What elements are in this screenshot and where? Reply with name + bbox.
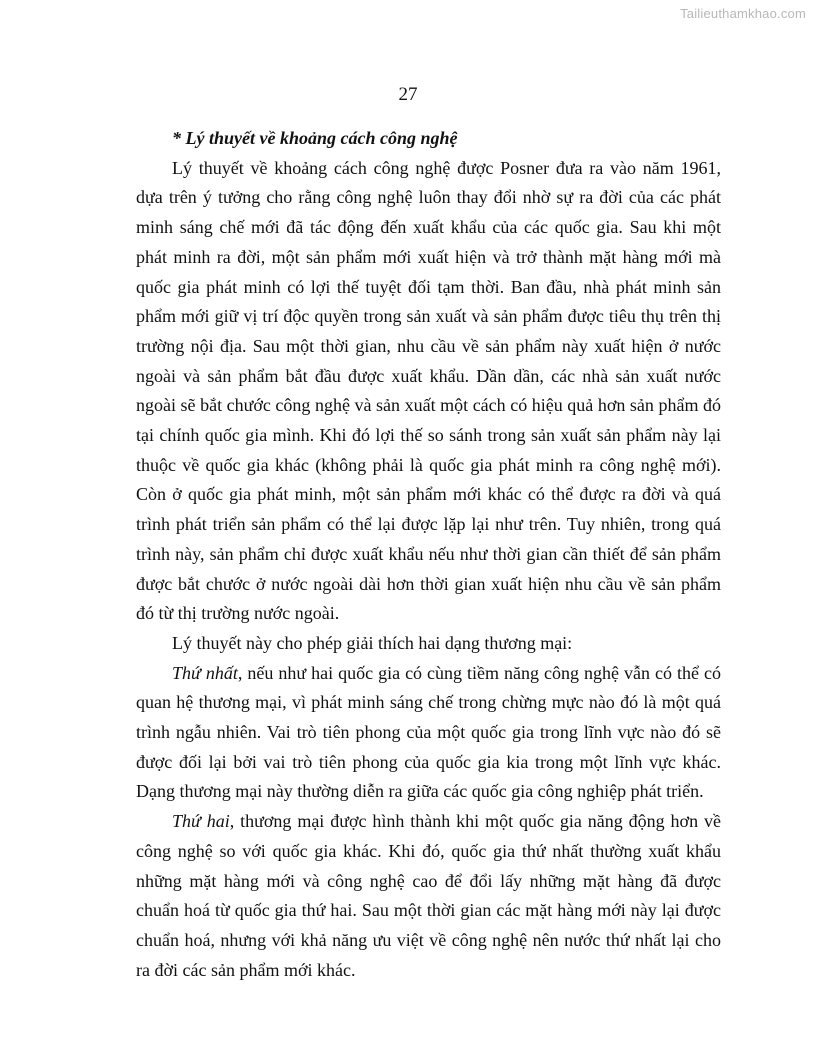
paragraph-posner-theory: Lý thuyết về khoảng cách công nghệ được Posner đưa ra vào năm 1961, dựa trên ý tưởng cho rằng công nghệ luôn thay đổi nhờ sự ra đời của các phát minh sáng chế mới đã tác động đến xuất khẩu của các quốc gia. Sau khi một phát minh ra đời, một sản phẩm mới xuất hiện và trở thành mặt hàng mới mà quốc gia phát minh có lợi thế tuyệt đối tạm thời. Ban đầu, nhà phát minh sản phẩm mới giữ vị trí độc quyền trong sản xuất và sản phẩm được tiêu thụ trên thị trường nội địa. Sau một thời gian, nhu cầu về sản phẩm này xuất hiện ở nước ngoài và sản phẩm bắt đầu được xuất khẩu. Dần dần, các nhà sản xuất nước ngoài sẽ bắt chước công nghệ và sản xuất một cách có hiệu quả hơn sản phẩm đó tại chính quốc gia mình. Khi đó lợi thế so sánh trong sản xuất sản phẩm này lại thuộc về quốc gia khác (không phải là quốc gia phát minh ra công nghệ mới). Còn ở quốc gia phát minh, một sản phẩm mới khác có thể được ra đời và quá trình phát triển sản phẩm có thể lại được lặp lại như trên. Tuy nhiên, trong quá trình này, sản phẩm chỉ được xuất khẩu nếu như thời gian cần thiết để sản phẩm được bắt chước ở nước ngoài dài hơn thời gian xuất hiện nhu cầu về sản phẩm đó từ thị trường nước ngoài. — [136, 157, 721, 624]
second-case-text: , thương mại được hình thành khi một quốc gia năng động hơn về công nghệ so với quốc gia khác. Khi đó, quốc gia thứ nhất thường xuất khẩu những mặt hàng mới và công nghệ cao để đổi lấy những mặt hàng đã được chuẩn hoá từ quốc gia thứ hai. Sau một thời gian các mặt hàng mới này lại được chuẩn hoá, nhưng với khả năng ưu việt về công nghệ nên nước thứ nhất lại cho ra đời các sản phẩm mới khác. — [136, 811, 721, 980]
first-case-text: , nếu như hai quốc gia có cùng tiềm năng công nghệ vẫn có thể có quan hệ thương mại, vì phát minh sáng chế trong chừng mực nào đó là một quá trình ngẫu nhiên. Vai trò tiên phong của một quốc gia trong lĩnh vực nào đó sẽ được đối lại bởi vai trò tiên phong của quốc gia kia trong một lĩnh vực khác. Dạng thương mại này thường diễn ra giữa các quốc gia công nghiệp phát triển. — [136, 662, 721, 802]
document-body — [136, 124, 721, 985]
paragraph-second-case — [136, 807, 721, 985]
paragraph-first-case — [136, 659, 721, 808]
paragraph-two-trade-types: Lý thuyết này cho phép giải thích hai dạng thương mại: — [172, 632, 573, 653]
second-case-lead: Thứ hai — [172, 811, 230, 832]
page-number: 27 — [398, 84, 418, 105]
section-heading: * Lý thuyết về khoảng cách công nghệ — [172, 128, 458, 148]
watermark: Tailieuthamkhao.com — [680, 6, 806, 21]
first-case-lead: Thứ nhất — [172, 662, 238, 683]
